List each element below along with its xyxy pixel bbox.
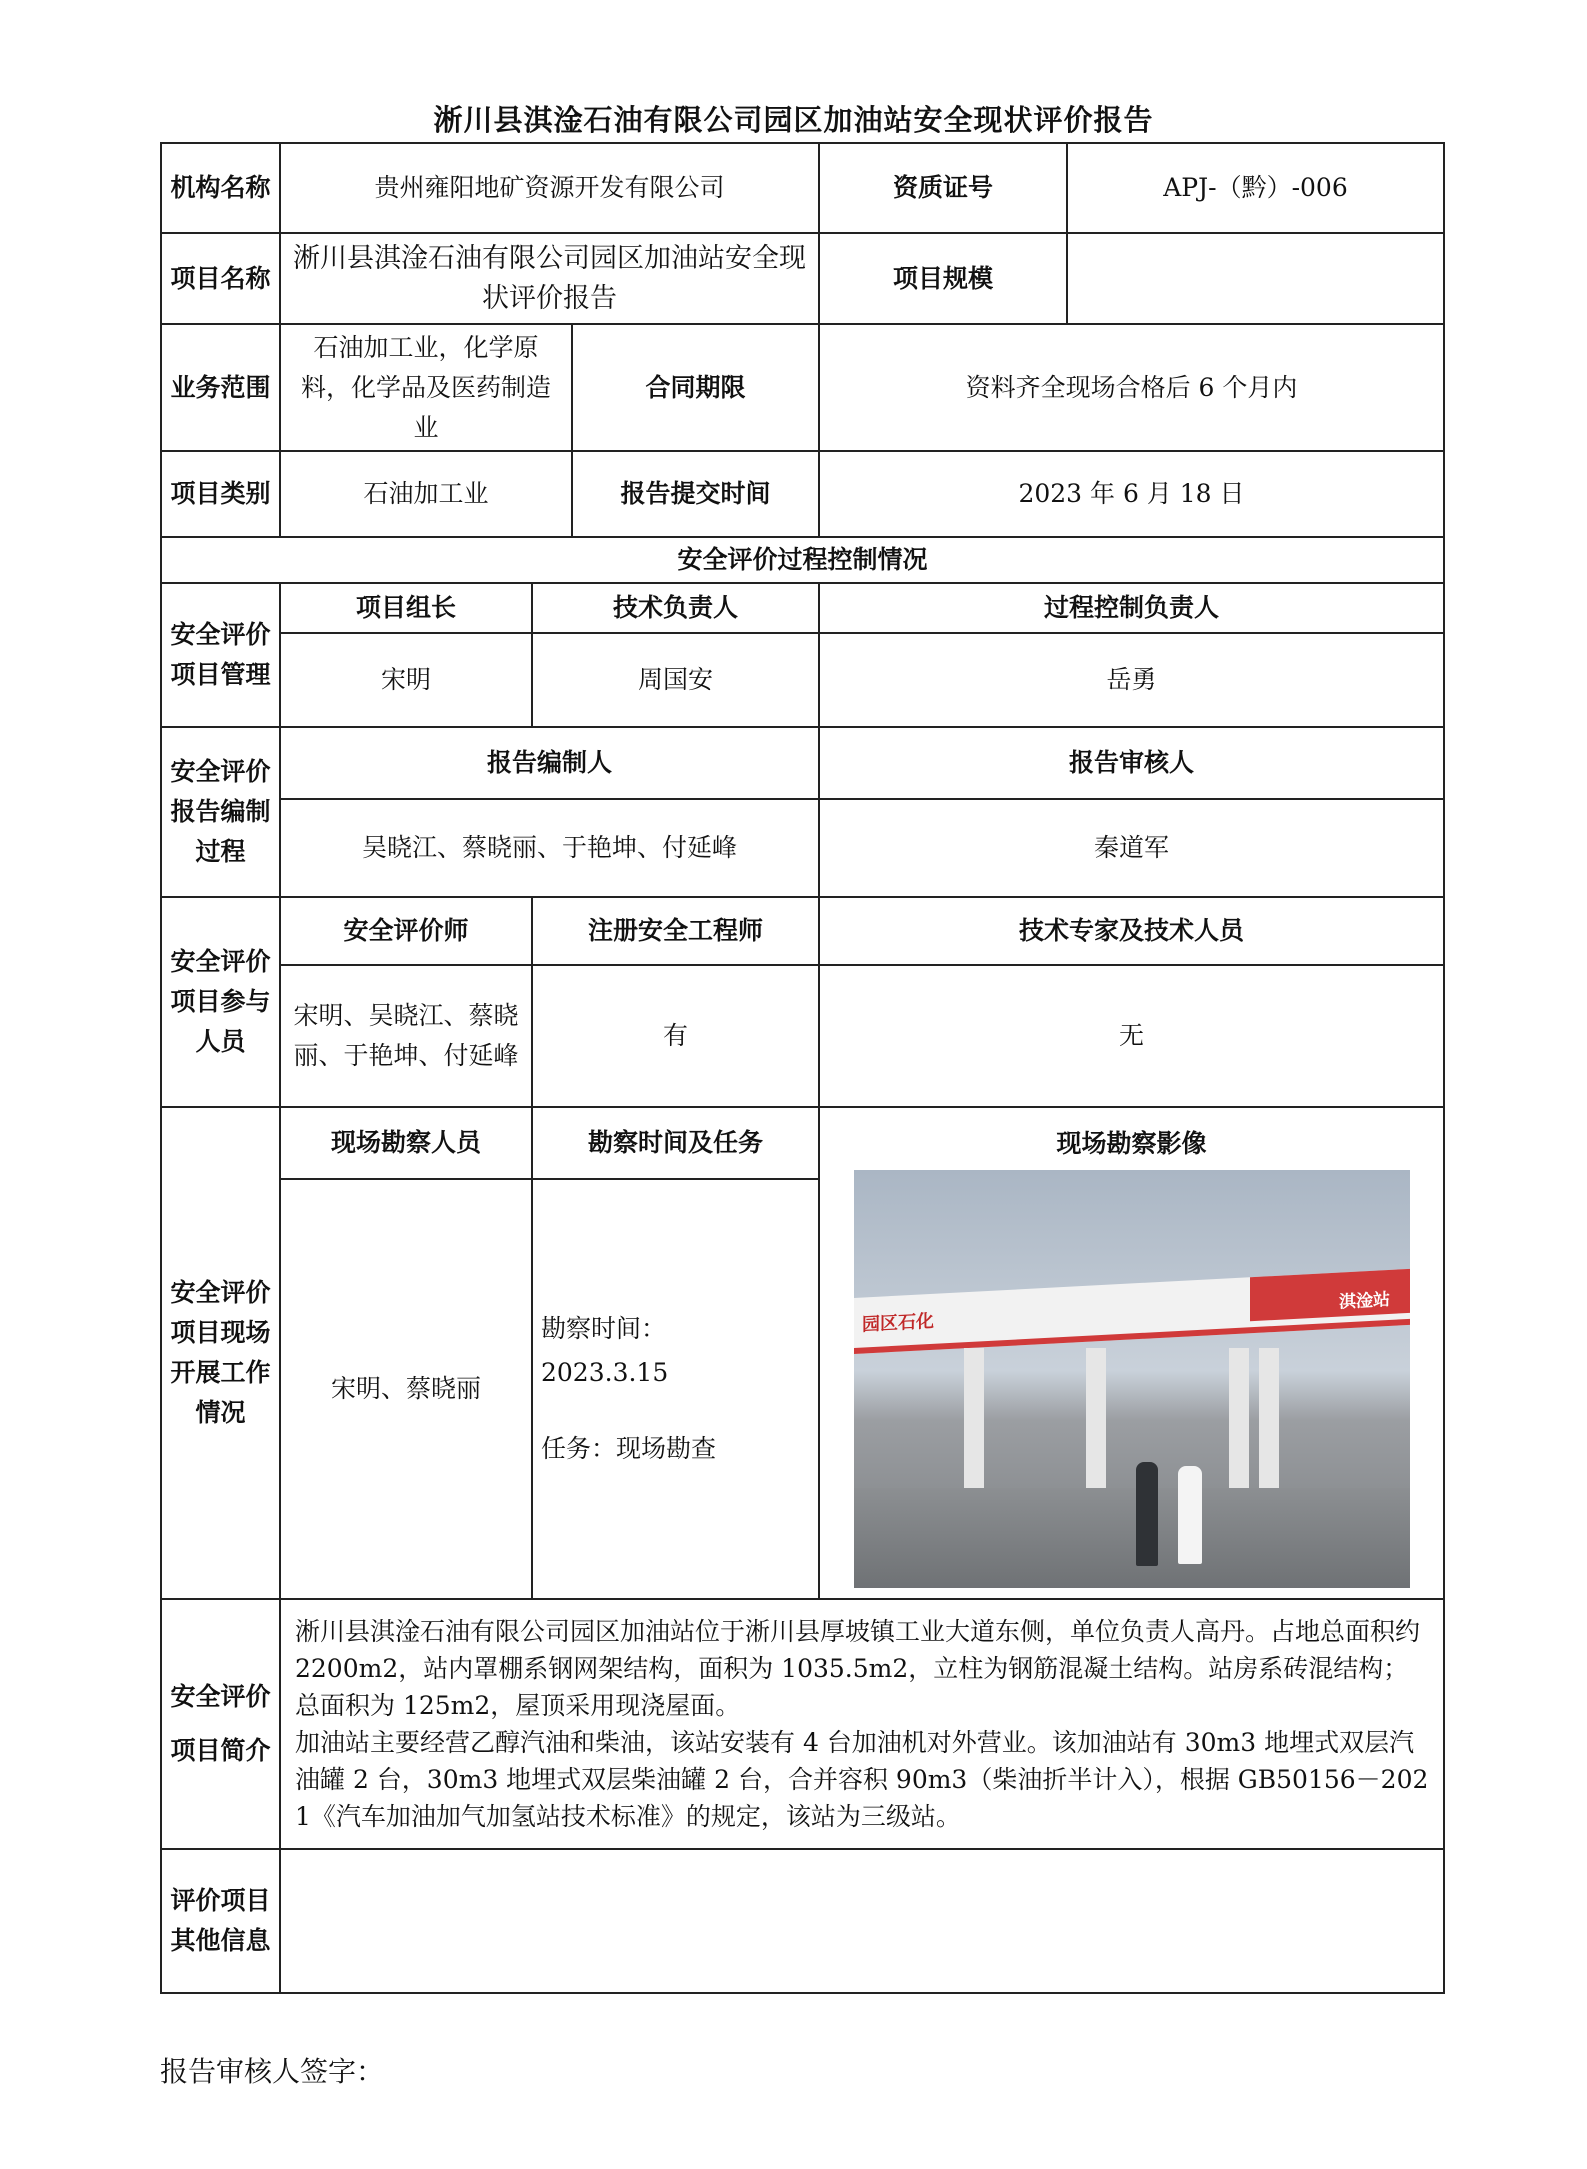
tech-value: 周国安: [532, 633, 819, 727]
signature-label: 报告审核人签字：: [160, 2055, 385, 2088]
contract-label: 合同期限: [572, 324, 819, 451]
scope-value: 石油加工业，化学原料，化学品及医药制造业: [280, 324, 572, 451]
photo-person: [1136, 1462, 1158, 1566]
site-time-value: [532, 1179, 819, 1599]
project-name-value: 淅川县淇淦石油有限公司园区加油站安全现状评价报告: [280, 233, 819, 324]
photo-pillar: [964, 1348, 984, 1498]
reviewer-label: 报告审核人: [819, 727, 1444, 799]
site-task: 任务：现场勘查: [541, 1434, 717, 1463]
author-label: 报告编制人: [280, 727, 819, 799]
submit-label: 报告提交时间: [572, 451, 819, 537]
participants-label: 安全评价项目参与人员: [161, 897, 280, 1107]
site-time-label: 勘察时间及任务: [532, 1107, 819, 1179]
compile-label: 安全评价报告编制过程: [161, 727, 280, 897]
control-label: 过程控制负责人: [819, 583, 1444, 633]
photo-canopy: [854, 1269, 1410, 1354]
site-time-title: 勘察时间：: [541, 1314, 667, 1343]
evaluator-label: 安全评价师: [280, 897, 532, 965]
report-table: [160, 142, 1445, 1994]
expert-label: 技术专家及技术人员: [819, 897, 1444, 965]
photo-person: [1178, 1466, 1202, 1564]
org-value: 贵州雍阳地矿资源开发有限公司: [280, 143, 819, 233]
intro-paragraph-1: 淅川县淇淦石油有限公司园区加油站位于淅川县厚坡镇工业大道东侧，单位负责人高丹。占地总面积约 2200m2，站内罩棚系钢网架结构，面积为 1035.5m2，立柱为钢筋混凝土结构。站房系砖混结构；总面积为 125m2，屋顶采用现浇屋面。: [295, 1617, 1421, 1720]
photo-pillar: [1259, 1348, 1279, 1498]
site-photo-cell: [819, 1107, 1444, 1599]
engineer-value: 有: [532, 965, 819, 1107]
intro-paragraph-2: 加油站主要经营乙醇汽油和柴油，该站安装有 4 台加油机对外营业。该加油站有 30m3 地埋式双层汽油罐 2 台，30m3 地埋式双层柴油罐 2 台，合并容积 90m3（柴油折半计入），根据 GB50156－2021《汽车加油加气加氢站技术标准》的规定，该站为三级站。: [295, 1728, 1429, 1831]
management-label: 安全评价项目管理: [161, 583, 280, 727]
org-label: 机构名称: [161, 143, 280, 233]
photo-pillar: [1229, 1348, 1249, 1498]
site-label: 安全评价项目现场开展工作情况: [161, 1107, 280, 1599]
project-scale-label: 项目规模: [819, 233, 1067, 324]
submit-value: 2023 年 6 月 18 日: [819, 451, 1444, 537]
contract-value: 资料齐全现场合格后 6 个月内: [819, 324, 1444, 451]
site-staff-label: 现场勘察人员: [280, 1107, 532, 1179]
photo-pillar: [1086, 1348, 1106, 1498]
photo-sign-right: 淇淦站: [1338, 1289, 1390, 1313]
site-photo: [854, 1170, 1410, 1588]
site-staff-value: 宋明、蔡晓丽: [280, 1179, 532, 1599]
leader-value: 宋明: [280, 633, 532, 727]
site-time-date: 2023.3.15: [541, 1358, 669, 1387]
photo-sign-left: 园区石化: [861, 1310, 934, 1336]
project-scale-value: [1067, 233, 1444, 324]
other-label: 评价项目其他信息: [161, 1849, 280, 1993]
photo-title: 现场勘察影像: [1056, 1129, 1207, 1158]
engineer-label: 注册安全工程师: [532, 897, 819, 965]
leader-label: 项目组长: [280, 583, 532, 633]
project-name-label: 项目名称: [161, 233, 280, 324]
intro-label: 安全评价项目简介: [161, 1599, 280, 1849]
other-value: [280, 1849, 1444, 1993]
intro-text: [280, 1599, 1444, 1849]
document-title: 淅川县淇淦石油有限公司园区加油站安全现状评价报告: [433, 103, 1154, 137]
cert-label: 资质证号: [819, 143, 1067, 233]
type-label: 项目类别: [161, 451, 280, 537]
authors-value: 吴晓江、蔡晓丽、于艳坤、付延峰: [280, 799, 819, 897]
experts-value: 无: [819, 965, 1444, 1107]
evaluators-value: 宋明、吴晓江、蔡晓丽、于艳坤、付延峰: [280, 965, 532, 1107]
photo-ground: [854, 1488, 1410, 1588]
control-value: 岳勇: [819, 633, 1444, 727]
tech-label: 技术负责人: [532, 583, 819, 633]
process-header: 安全评价过程控制情况: [161, 537, 1444, 583]
reviewer-value: 秦道军: [819, 799, 1444, 897]
scope-label: 业务范围: [161, 324, 280, 451]
type-value: 石油加工业: [280, 451, 572, 537]
cert-value: APJ-（黔）-006: [1067, 143, 1444, 233]
